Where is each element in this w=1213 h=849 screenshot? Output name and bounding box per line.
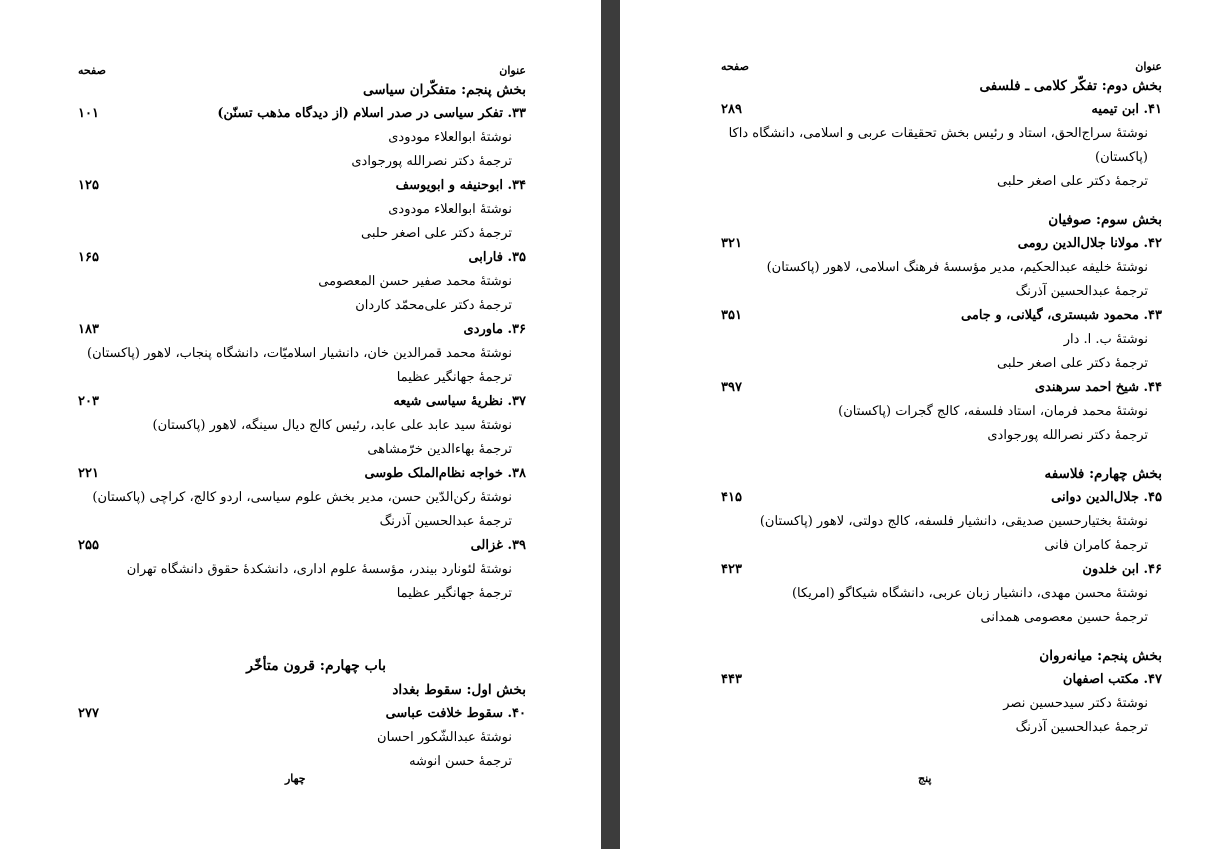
entry-title: ۴۱. ابن تیمیه <box>1091 102 1162 117</box>
right-page <box>620 0 1213 849</box>
page-column-label: صفحه <box>721 60 749 73</box>
entry-credit: ترجمهٔ دکتر نصرالله پورجوادی <box>987 428 1148 443</box>
right-toc <box>715 60 1162 740</box>
toc-entry <box>72 318 526 342</box>
title-column-label: عنوان <box>499 64 526 77</box>
toc-header <box>715 60 1162 74</box>
section-heading: بخش چهارم: فلاسفه <box>1044 466 1162 482</box>
spacer <box>715 630 1162 644</box>
entry-credit: ترجمهٔ حسن انوشه <box>409 754 512 769</box>
entry-credit: نوشتهٔ محمد قمرالدین خان، دانشیار اسلامیّات، دانشگاه پنجاب، لاهور (پاکستان) <box>87 346 512 361</box>
entry-credit: ترجمهٔ حسین معصومی همدانی <box>980 610 1148 625</box>
entry-credit: نوشتهٔ محسن مهدی، دانشیار زبان عربی، دانشگاه شیکاگو (امریکا) <box>791 586 1148 601</box>
entry-credit: ترجمهٔ عبدالحسین آذرنگ <box>1015 720 1148 735</box>
entry-credit: ترجمهٔ دکتر نصرالله پورجوادی <box>351 154 512 169</box>
toc-header <box>72 64 526 78</box>
entry-page-number: ۱۲۵ <box>78 178 99 193</box>
entry-title: ۴۶. ابن خلدون <box>1082 562 1162 577</box>
section-heading: بخش دوم: تفکّر کلامی ـ فلسفی <box>979 78 1162 94</box>
entry-credit: نوشتهٔ عبدالشّکور احسان <box>377 730 512 745</box>
entry-page-number: ۴۴۳ <box>721 672 742 687</box>
toc-entry <box>715 232 1162 256</box>
entry-page-number: ۲۷۷ <box>78 706 99 721</box>
entry-credit: ترجمهٔ بهاءالدین خرّمشاهی <box>367 442 512 457</box>
entry-title: ۳۵. فارابی <box>468 250 526 265</box>
toc-entry <box>715 668 1162 692</box>
entry-title: ۳۸. خواجه نظام‌الملک طوسی <box>364 466 526 481</box>
entry-title: ۴۵. جلال‌الدین دوانی <box>1051 490 1162 505</box>
entry-credit: نوشتهٔ ابوالعلاء مودودی <box>388 130 512 145</box>
toc-entry <box>72 534 526 558</box>
entry-title: ۳۶. ماوردی <box>463 322 526 337</box>
entry-page-number: ۲۸۹ <box>721 102 742 117</box>
entry-page-number: ۳۲۱ <box>721 236 742 251</box>
entry-page-number: ۱۰۱ <box>78 106 99 121</box>
entry-title: ۳۹. غزالی <box>470 538 526 553</box>
section-heading: بخش سوم: صوفیان <box>1048 212 1162 228</box>
entry-credit: نوشتهٔ ابوالعلاء مودودی <box>388 202 512 217</box>
entry-credit: نوشتهٔ محمد صفیر حسن المعصومی <box>318 274 512 289</box>
left-toc-rows <box>72 78 526 774</box>
toc-entry <box>715 304 1162 328</box>
entry-credit: نوشتهٔ سید عابد علی عابد، رئیس کالج دیال سینگه، لاهور (پاکستان) <box>152 418 512 433</box>
entry-credit: نوشتهٔ لئونارد بیندر، مؤسسهٔ علوم اداری، دانشکدهٔ حقوق دانشگاه تهران <box>126 562 512 577</box>
entry-credit: ترجمهٔ جهانگیر عظیما <box>396 370 512 385</box>
entry-title: ۴۳. محمود شبستری، گیلانی، و جامی <box>961 308 1162 323</box>
entry-page-number: ۳۵۱ <box>721 308 742 323</box>
entry-title: ۳۷. نظریهٔ سیاسی شیعه <box>393 394 526 409</box>
toc-entry <box>715 376 1162 400</box>
entry-page-number: ۳۹۷ <box>721 380 742 395</box>
entry-credit: نوشتهٔ دکتر سیدحسین نصر <box>1003 696 1148 711</box>
left-toc <box>72 64 526 774</box>
page-number-left: چهار <box>285 772 306 785</box>
entry-credit: ترجمهٔ دکتر علی‌محمّد کاردان <box>355 298 512 313</box>
book-gutter <box>601 0 620 849</box>
section-heading: بخش اول: سقوط بغداد <box>392 682 526 698</box>
entry-title: ۴۷. مکتب اصفهان <box>1062 672 1162 687</box>
toc-entry <box>72 462 526 486</box>
section-heading: بخش پنجم: میانه‌روان <box>1039 648 1162 664</box>
toc-entry <box>72 702 526 726</box>
toc-entry <box>72 246 526 270</box>
toc-entry <box>72 102 526 126</box>
entry-credit: ترجمهٔ دکتر علی اصغر حلبی <box>360 226 512 241</box>
toc-entry <box>72 174 526 198</box>
entry-page-number: ۲۵۵ <box>78 538 99 553</box>
entry-page-number: ۴۲۳ <box>721 562 742 577</box>
entry-credit: ترجمهٔ جهانگیر عظیما <box>396 586 512 601</box>
toc-entry <box>715 486 1162 510</box>
entry-credit: ترجمهٔ عبدالحسین آذرنگ <box>1015 284 1148 299</box>
entry-page-number: ۱۸۳ <box>78 322 99 337</box>
chapter-heading: باب چهارم: قرون متأخّر <box>246 658 386 674</box>
entry-credit: ترجمهٔ دکتر علی اصغر حلبی <box>996 174 1148 189</box>
entry-credit: ترجمهٔ کامران فانی <box>1044 538 1148 553</box>
title-column-label: عنوان <box>1135 60 1162 73</box>
entry-credit: نوشتهٔ ب. ا. دار <box>1063 332 1148 347</box>
entry-page-number: ۲۰۳ <box>78 394 99 409</box>
entry-credit: نوشتهٔ رکن‌الدّین حسن، مدیر بخش علوم سیاسی، اردو کالج، کراچی (پاکستان) <box>92 490 512 505</box>
entry-page-number: ۲۲۱ <box>78 466 99 481</box>
left-page <box>0 0 601 849</box>
entry-credit: ترجمهٔ دکتر علی اصغر حلبی <box>996 356 1148 371</box>
entry-page-number: ۱۶۵ <box>78 250 99 265</box>
entry-title: ۴۲. مولانا جلال‌الدین رومی <box>1017 236 1162 251</box>
entry-title: ۳۴. ابوحنیفه و ابویوسف <box>395 178 526 193</box>
spacer <box>715 448 1162 462</box>
toc-entry <box>715 98 1162 122</box>
entry-credit: ترجمهٔ عبدالحسین آذرنگ <box>379 514 512 529</box>
entry-title: ۴۴. شیخ احمد سرهندی <box>1034 380 1162 395</box>
toc-entry <box>72 390 526 414</box>
right-toc-rows <box>715 74 1162 740</box>
page-column-label: صفحه <box>78 64 106 77</box>
page-number-right: پنج <box>918 772 932 785</box>
entry-title: ۳۳. تفکر سیاسی در صدر اسلام (از دیدگاه مذهب تسنّن) <box>217 106 526 121</box>
entry-credit: نوشتهٔ سراج‌الحق، استاد و رئیس بخش تحقیقات عربی و اسلامی، دانشگاه داکا (پاکستان) <box>728 126 1148 165</box>
entry-page-number: ۴۱۵ <box>721 490 742 505</box>
entry-credit: نوشتهٔ محمد فرمان، استاد فلسفه، کالج گجرات (پاکستان) <box>838 404 1148 419</box>
spacer <box>72 606 526 654</box>
entry-title: ۴۰. سقوط خلافت عباسی <box>385 706 526 721</box>
entry-credit: نوشتهٔ بختیارحسین صدیقی، دانشیار فلسفه، کالج دولتی، لاهور (پاکستان) <box>759 514 1148 529</box>
toc-entry <box>715 558 1162 582</box>
entry-credit: نوشتهٔ خلیفه عبدالحکیم، مدیر مؤسسهٔ فرهنگ اسلامی، لاهور (پاکستان) <box>766 260 1148 275</box>
spacer <box>715 194 1162 208</box>
section-heading: بخش پنجم: متفکّران سیاسی <box>362 82 526 98</box>
